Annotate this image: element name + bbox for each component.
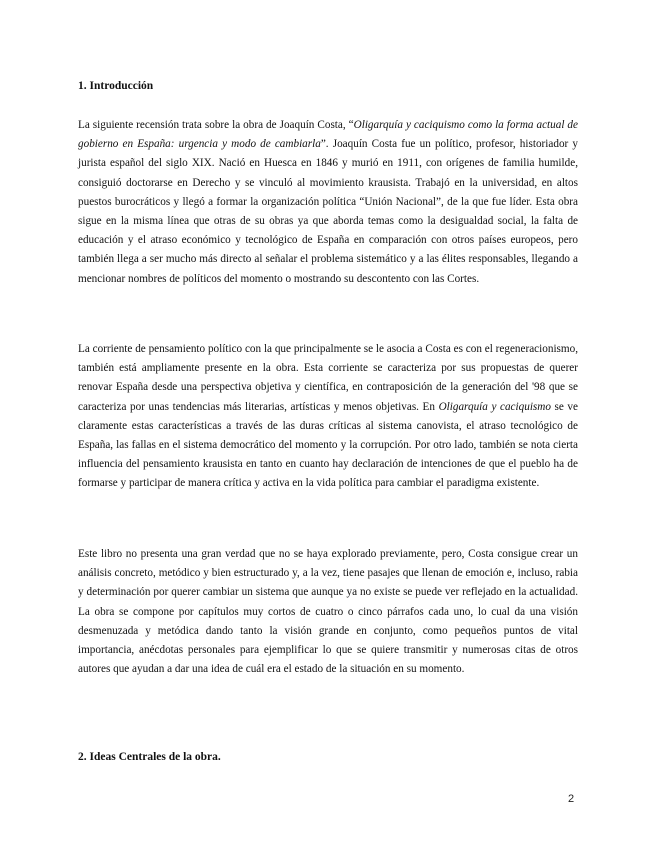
page-number: 2 bbox=[568, 793, 575, 805]
paragraph-1-text-start: La siguiente recensión trata sobre la obra de Joaquín Costa, “ bbox=[78, 119, 354, 131]
paragraph-1-text-end: ”. Joaquín Costa fue un político, profesor, historiador y jurista español del siglo XIX. Nació en Huesca en 1846 y murió en 1911, con orígenes de familia humilde, consiguió doctorarse en Derecho y se vinculó al movimiento krausista. Trabajó en la universidad, en altos puestos burocráticos y llegó a formar la organización política “Unión Nacional”, de la que fue líder. Esta obra sigue en la misma línea que otras de su obras ya que aborda temas como la desigualdad social, la falta de educación y el atraso económico y tecnológico de España en comparación con otros países europeos, pero también llega a ser mucho más directo al señalar el problema sistemático y a las élites responsables, llegando a mencionar nombres de políticos del momento o mostrando su descontento con las Cortes. bbox=[78, 138, 578, 285]
section-heading-ideas-centrales: 2. Ideas Centrales de la obra. bbox=[78, 751, 221, 763]
section-heading-introduccion: 1. Introducción bbox=[78, 80, 154, 92]
paragraph-1 bbox=[78, 116, 578, 289]
book-title-full: Oligarquía y caciquismo como la forma actual de gobierno en España: urgencia y modo de cambiarla bbox=[78, 119, 578, 151]
paragraph-3: Este libro no presenta una gran verdad que no se haya explorado previamente, pero, Costa consigue crear un análisis concreto, metódico y bien estructurado y, a la vez, tiene pasajes que llenan de emoción e, incluso, rabia y determinación por querer cambiar un sistema que aunque ya no existe se puede ver reflejado en la actualidad. La obra se compone por capítulos muy cortos de cuatro o cinco párrafos cada uno, lo cual da una visión desmenuzada y metódica dando tanto la visión grande en conjunto, como pequeños puntos de vital importancia, anécdotas personales para ejemplificar lo que se quiere transmitir y numerosas citas de otros autores que ayudan a dar una idea de cuál era el estado de la situación en su momento. bbox=[78, 548, 578, 676]
paragraph-2 bbox=[78, 340, 578, 494]
book-title-short: Oligarquía y caciquismo bbox=[438, 400, 551, 413]
paragraph-2-text-start: La corriente de pensamiento político con la que principalmente se le asocia a Costa es con el regeneracionismo, también está ampliamente presente en la obra. Esta corriente se caracteriza por sus propuestas de querer renovar España desde una perspectiva objetiva y científica, en contraposición de la generación del '98 que se caracteriza por unas tendencias más literarias, artísticas y menos objetivas. En bbox=[78, 343, 578, 413]
paragraph-2-text-end: se ve claramente estas características a través de las duras críticas al sistema canovista, el atraso tecnológico de España, las fallas en el sistema democrático del momento y la corrupción. Por otro lado, también se nota cierta influencia del pensamiento krausista en tanto en cuanto hay declaración de intenciones de que el pueblo ha de formarse y participar de manera crítica y activa en la vida política para cambiar el paradigma existente. bbox=[78, 400, 578, 490]
